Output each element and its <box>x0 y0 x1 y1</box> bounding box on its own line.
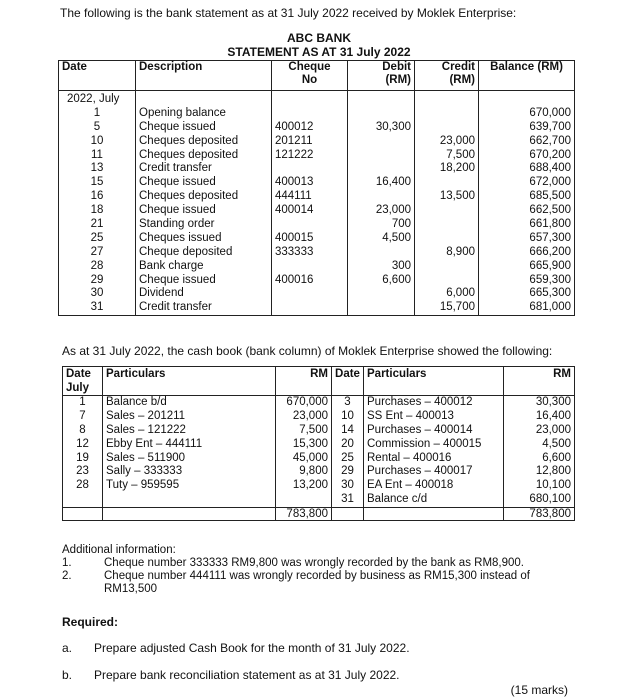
statement-cheque-cell: 201211 <box>275 134 313 147</box>
cashbook-left-particulars-cell: Sally – 333333 <box>106 465 183 478</box>
statement-debit-cell <box>351 246 411 260</box>
statement-balance-cell: 681,000 <box>529 301 571 314</box>
cashbook-right-particulars-cell: Purchases – 400012 <box>367 396 473 408</box>
cashbook-right-particulars-cell: SS Ent – 400013 <box>367 409 454 422</box>
statement-description-cell: Credit transfer <box>139 162 212 175</box>
cb-right-rm-column <box>504 396 575 508</box>
right-total: 783,800 <box>504 508 575 521</box>
statement-description-cell: Cheque deposited <box>139 245 233 258</box>
cb-rm-header: RM <box>276 367 332 396</box>
cashbook-left-particulars-cell: Ebby Ent – 444111 <box>106 437 203 450</box>
statement-date-cell: 15 <box>90 176 104 189</box>
statement-credit-cell: 18,200 <box>439 162 475 175</box>
statement-description-cell: Dividend <box>139 287 184 300</box>
cheque-column <box>272 91 348 316</box>
bank-statement-table <box>58 60 575 316</box>
total-blank-4 <box>364 508 504 521</box>
statement-debit-cell <box>351 107 411 121</box>
statement-balance-cell: 665,900 <box>529 259 571 272</box>
cashbook-left-particulars-cell: Sales – 201211 <box>106 409 186 422</box>
question-b <box>62 668 582 684</box>
statement-cheque-cell: 444111 <box>275 190 312 203</box>
item-text: Cheque number 333333 RM9,800 was wrongly recorded by the bank as RM8,900. <box>104 557 524 569</box>
cashbook-left-particulars-cell: Tuty – 959595 <box>106 479 180 492</box>
cb-date-header: Date July <box>63 367 103 396</box>
additional-item <box>62 570 582 596</box>
statement-debit-cell <box>351 162 411 176</box>
statement-date-cell: 27 <box>90 245 104 258</box>
statement-balance-cell: 666,200 <box>529 245 571 258</box>
statement-debit-cell: 23,000 <box>375 204 411 217</box>
cashbook-intro: As at 31 July 2022, the cash book (bank column) of Moklek Enterprise showed the following: <box>62 344 553 358</box>
total-blank-1 <box>63 508 103 521</box>
cb-particulars-header: Particulars <box>103 367 276 396</box>
statement-description-cell: Cheque issued <box>139 176 216 189</box>
statement-debit-cell: 300 <box>391 259 411 272</box>
question-text: Prepare bank reconciliation statement as at 31 July 2022. <box>94 668 400 682</box>
statement-balance-cell: 662,700 <box>529 134 571 147</box>
cashbook-right-particulars-cell: Rental – 400016 <box>367 451 452 464</box>
statement-date-cell: 10 <box>90 134 104 147</box>
statement-cheque-cell <box>275 260 344 274</box>
statement-cheque-cell: 333333 <box>275 245 314 258</box>
cashbook-right-rm-cell: 6,600 <box>542 451 571 464</box>
question-text: Prepare adjusted Cash Book for the month of 31 July 2022. <box>94 641 410 655</box>
cashbook-right-particulars-cell: Purchases – 400014 <box>367 423 473 436</box>
cb-left-rm-column <box>276 396 332 508</box>
cashbook-left-particulars-cell: Balance b/d <box>106 396 167 408</box>
col-description-header: Description <box>136 61 272 91</box>
statement-description-cell: Cheque issued <box>139 204 216 217</box>
cashbook-right-date-cell: 20 <box>341 437 354 450</box>
cashbook-left-rm-cell: 13,200 <box>292 479 328 492</box>
statement-description-cell: Standing order <box>139 218 215 231</box>
statement-balance-cell: 639,700 <box>529 120 571 133</box>
cashbook-left-date-cell: 8 <box>79 423 86 436</box>
total-blank-3 <box>332 508 364 521</box>
question-letter: b. <box>62 668 73 682</box>
statement-date-cell: 21 <box>90 218 104 231</box>
statement-balance-cell: 665,300 <box>529 287 571 300</box>
statement-date-cell: 30 <box>90 287 104 300</box>
item-number: 2. <box>62 570 72 582</box>
cashbook-right-date-cell: 31 <box>341 493 354 506</box>
cb-rm-header-right: RM <box>504 367 575 396</box>
cashbook-right-rm-cell: 10,100 <box>535 479 571 492</box>
required-heading: Required: <box>62 615 119 629</box>
statement-title: STATEMENT AS AT 31 July 2022 <box>227 45 411 59</box>
statement-credit-cell: 8,900 <box>446 245 475 258</box>
statement-description-cell: Cheque issued <box>139 273 216 286</box>
bank-name: ABC BANK <box>287 31 351 45</box>
statement-debit-cell: 4,500 <box>382 231 411 244</box>
statement-description-cell: Cheques deposited <box>139 148 239 161</box>
statement-balance-cell: 670,200 <box>529 148 571 161</box>
cashbook-right-particulars-cell: EA Ent – 400018 <box>367 479 454 492</box>
col-date-header: Date <box>59 61 136 91</box>
cashbook-right-rm-cell: 12,800 <box>535 465 571 478</box>
statement-credit-cell <box>418 107 475 121</box>
statement-debit-cell <box>351 287 411 301</box>
cashbook-left-particulars-cell: Sales – 511900 <box>106 451 186 464</box>
statement-cheque-cell: 121222 <box>275 148 314 161</box>
statement-debit-cell: 6,600 <box>382 273 411 286</box>
col-cheque-header: Cheque No <box>272 61 348 91</box>
statement-date-cell: 13 <box>90 162 104 175</box>
year-label: 2022, July <box>67 93 120 105</box>
statement-balance-cell: 657,300 <box>529 231 571 244</box>
statement-balance-cell: 659,300 <box>529 273 571 286</box>
statement-balance-cell: 662,500 <box>529 204 571 217</box>
statement-debit-cell: 30,300 <box>375 120 411 133</box>
statement-cheque-cell <box>275 301 344 315</box>
cashbook-left-date-cell: 28 <box>76 479 89 492</box>
cashbook-body <box>63 396 575 508</box>
statement-balance-cell: 661,800 <box>529 218 571 231</box>
cashbook-right-date-cell: 3 <box>344 396 351 408</box>
description-column <box>136 91 272 316</box>
statement-cheque-cell <box>275 218 344 232</box>
cb-right-particulars-column <box>364 396 504 508</box>
statement-date-cell: 5 <box>93 120 101 133</box>
statement-credit-cell <box>418 218 475 232</box>
statement-credit-cell: 7,500 <box>446 148 475 161</box>
cashbook-right-particulars-cell: Balance c/d <box>367 493 428 506</box>
cashbook-left-date-cell: 7 <box>79 409 86 422</box>
statement-credit-cell: 13,500 <box>439 190 475 203</box>
additional-heading: Additional information: <box>62 544 176 556</box>
cash-book-table <box>62 366 575 521</box>
statement-debit-cell <box>351 190 411 204</box>
cashbook-right-rm-cell: 30,300 <box>535 396 571 408</box>
additional-item <box>62 557 582 570</box>
date-column <box>59 91 136 316</box>
item-number: 1. <box>62 557 72 569</box>
cashbook-left-rm-cell: 45,000 <box>292 451 328 464</box>
cb-date-header-right: Date <box>332 367 364 396</box>
credit-column <box>415 91 479 316</box>
cashbook-right-date-cell: 10 <box>341 409 354 422</box>
cashbook-left-rm-cell: 23,000 <box>292 409 328 422</box>
cashbook-left-particulars-cell: Sales – 121222 <box>106 423 186 436</box>
statement-date-cell: 31 <box>90 301 104 314</box>
statement-description-cell: Credit transfer <box>139 301 212 314</box>
col-debit-header: Debit (RM) <box>348 61 415 91</box>
question-letter: a. <box>62 641 73 655</box>
statement-credit-cell <box>418 260 475 274</box>
statement-date-cell: 11 <box>91 148 103 161</box>
statement-body <box>59 91 575 316</box>
cashbook-right-date-cell: 30 <box>341 479 354 492</box>
statement-header-row <box>59 61 575 91</box>
debit-column <box>348 91 415 316</box>
cashbook-right-date-cell: 25 <box>341 451 354 464</box>
question-a <box>62 641 582 657</box>
statement-debit-cell: 700 <box>391 218 411 231</box>
statement-debit-cell: 16,400 <box>375 176 411 189</box>
statement-debit-cell <box>351 301 411 315</box>
cashbook-right-rm-cell: 16,400 <box>535 409 571 422</box>
marks-label: (15 marks) <box>510 683 568 697</box>
cashbook-right-rm-cell: 23,000 <box>535 423 571 436</box>
cashbook-left-date-cell: 1 <box>79 396 86 408</box>
statement-description-cell: Cheques deposited <box>139 134 239 147</box>
statement-description-cell: Opening balance <box>139 106 226 119</box>
cb-left-particulars-column <box>103 396 276 508</box>
cashbook-right-rm-cell: 4,500 <box>542 437 571 450</box>
statement-balance-cell: 672,000 <box>529 176 571 189</box>
statement-credit-cell: 23,000 <box>439 134 475 147</box>
cashbook-right-date-cell: 14 <box>341 423 354 436</box>
balance-column <box>479 91 575 316</box>
statement-cheque-cell: 400014 <box>275 204 314 217</box>
cashbook-right-date-cell: 29 <box>341 465 354 478</box>
statement-credit-cell <box>418 121 475 135</box>
cashbook-right-particulars-cell: Purchases – 400017 <box>367 465 473 478</box>
col-balance-header: Balance (RM) <box>479 61 575 91</box>
cashbook-left-rm-cell: 7,500 <box>299 423 328 436</box>
item-text: Cheque number 444111 was wrongly recorded by business as RM15,300 instead of RM13,500 <box>104 570 530 595</box>
statement-balance-cell: 670,000 <box>529 106 571 119</box>
additional-info <box>62 544 582 596</box>
statement-date-cell: 29 <box>90 273 104 286</box>
cashbook-left-date-cell: 23 <box>76 465 89 478</box>
statement-date-cell: 28 <box>90 259 104 272</box>
statement-credit-cell: 6,000 <box>446 287 475 300</box>
statement-cheque-cell <box>275 107 344 121</box>
statement-credit-cell <box>418 176 475 190</box>
statement-cheque-cell: 400016 <box>275 273 314 286</box>
statement-credit-cell <box>418 204 475 218</box>
statement-cheque-cell: 400013 <box>275 176 314 189</box>
cashbook-right-rm-cell: 680,100 <box>529 493 571 506</box>
statement-credit-cell <box>418 274 475 288</box>
cashbook-total-row <box>63 508 575 521</box>
statement-credit-cell: 15,700 <box>439 301 475 314</box>
statement-description-cell: Cheque issued <box>139 120 216 133</box>
statement-description-cell: Cheques issued <box>139 231 222 244</box>
cashbook-left-rm-cell: 670,000 <box>286 396 328 408</box>
statement-description-cell: Bank charge <box>139 259 204 272</box>
cb-right-date-column <box>332 396 364 508</box>
statement-description-cell: Cheques deposited <box>139 190 239 203</box>
statement-date-cell: 1 <box>93 106 101 119</box>
statement-date-cell: 18 <box>90 204 104 217</box>
statement-cheque-cell: 400015 <box>275 231 314 244</box>
cb-particulars-header-right: Particulars <box>364 367 504 396</box>
cashbook-left-rm-cell: 9,800 <box>299 465 328 478</box>
statement-date-cell: 25 <box>90 231 104 244</box>
statement-balance-cell: 685,500 <box>529 190 571 203</box>
total-blank-2 <box>103 508 276 521</box>
statement-date-cell: 16 <box>90 190 104 203</box>
statement-debit-cell <box>351 149 411 163</box>
statement-cheque-cell <box>275 162 344 176</box>
statement-cheque-cell <box>275 287 344 301</box>
left-total: 783,800 <box>276 508 332 521</box>
statement-balance-cell: 688,400 <box>529 162 571 175</box>
cashbook-header-row <box>63 367 575 396</box>
cashbook-left-rm-cell: 15,300 <box>292 437 328 450</box>
cb-left-date-column <box>63 396 103 508</box>
intro-text: The following is the bank statement as at 31 July 2022 received by Moklek Enterprise: <box>60 6 517 20</box>
col-credit-header: Credit (RM) <box>415 61 479 91</box>
cashbook-left-date-cell: 12 <box>76 437 89 450</box>
statement-credit-cell <box>418 232 475 246</box>
statement-debit-cell <box>351 135 411 149</box>
cashbook-left-date-cell: 19 <box>76 451 89 464</box>
cashbook-right-particulars-cell: Commission – 400015 <box>367 437 482 450</box>
statement-cheque-cell: 400012 <box>275 120 314 133</box>
